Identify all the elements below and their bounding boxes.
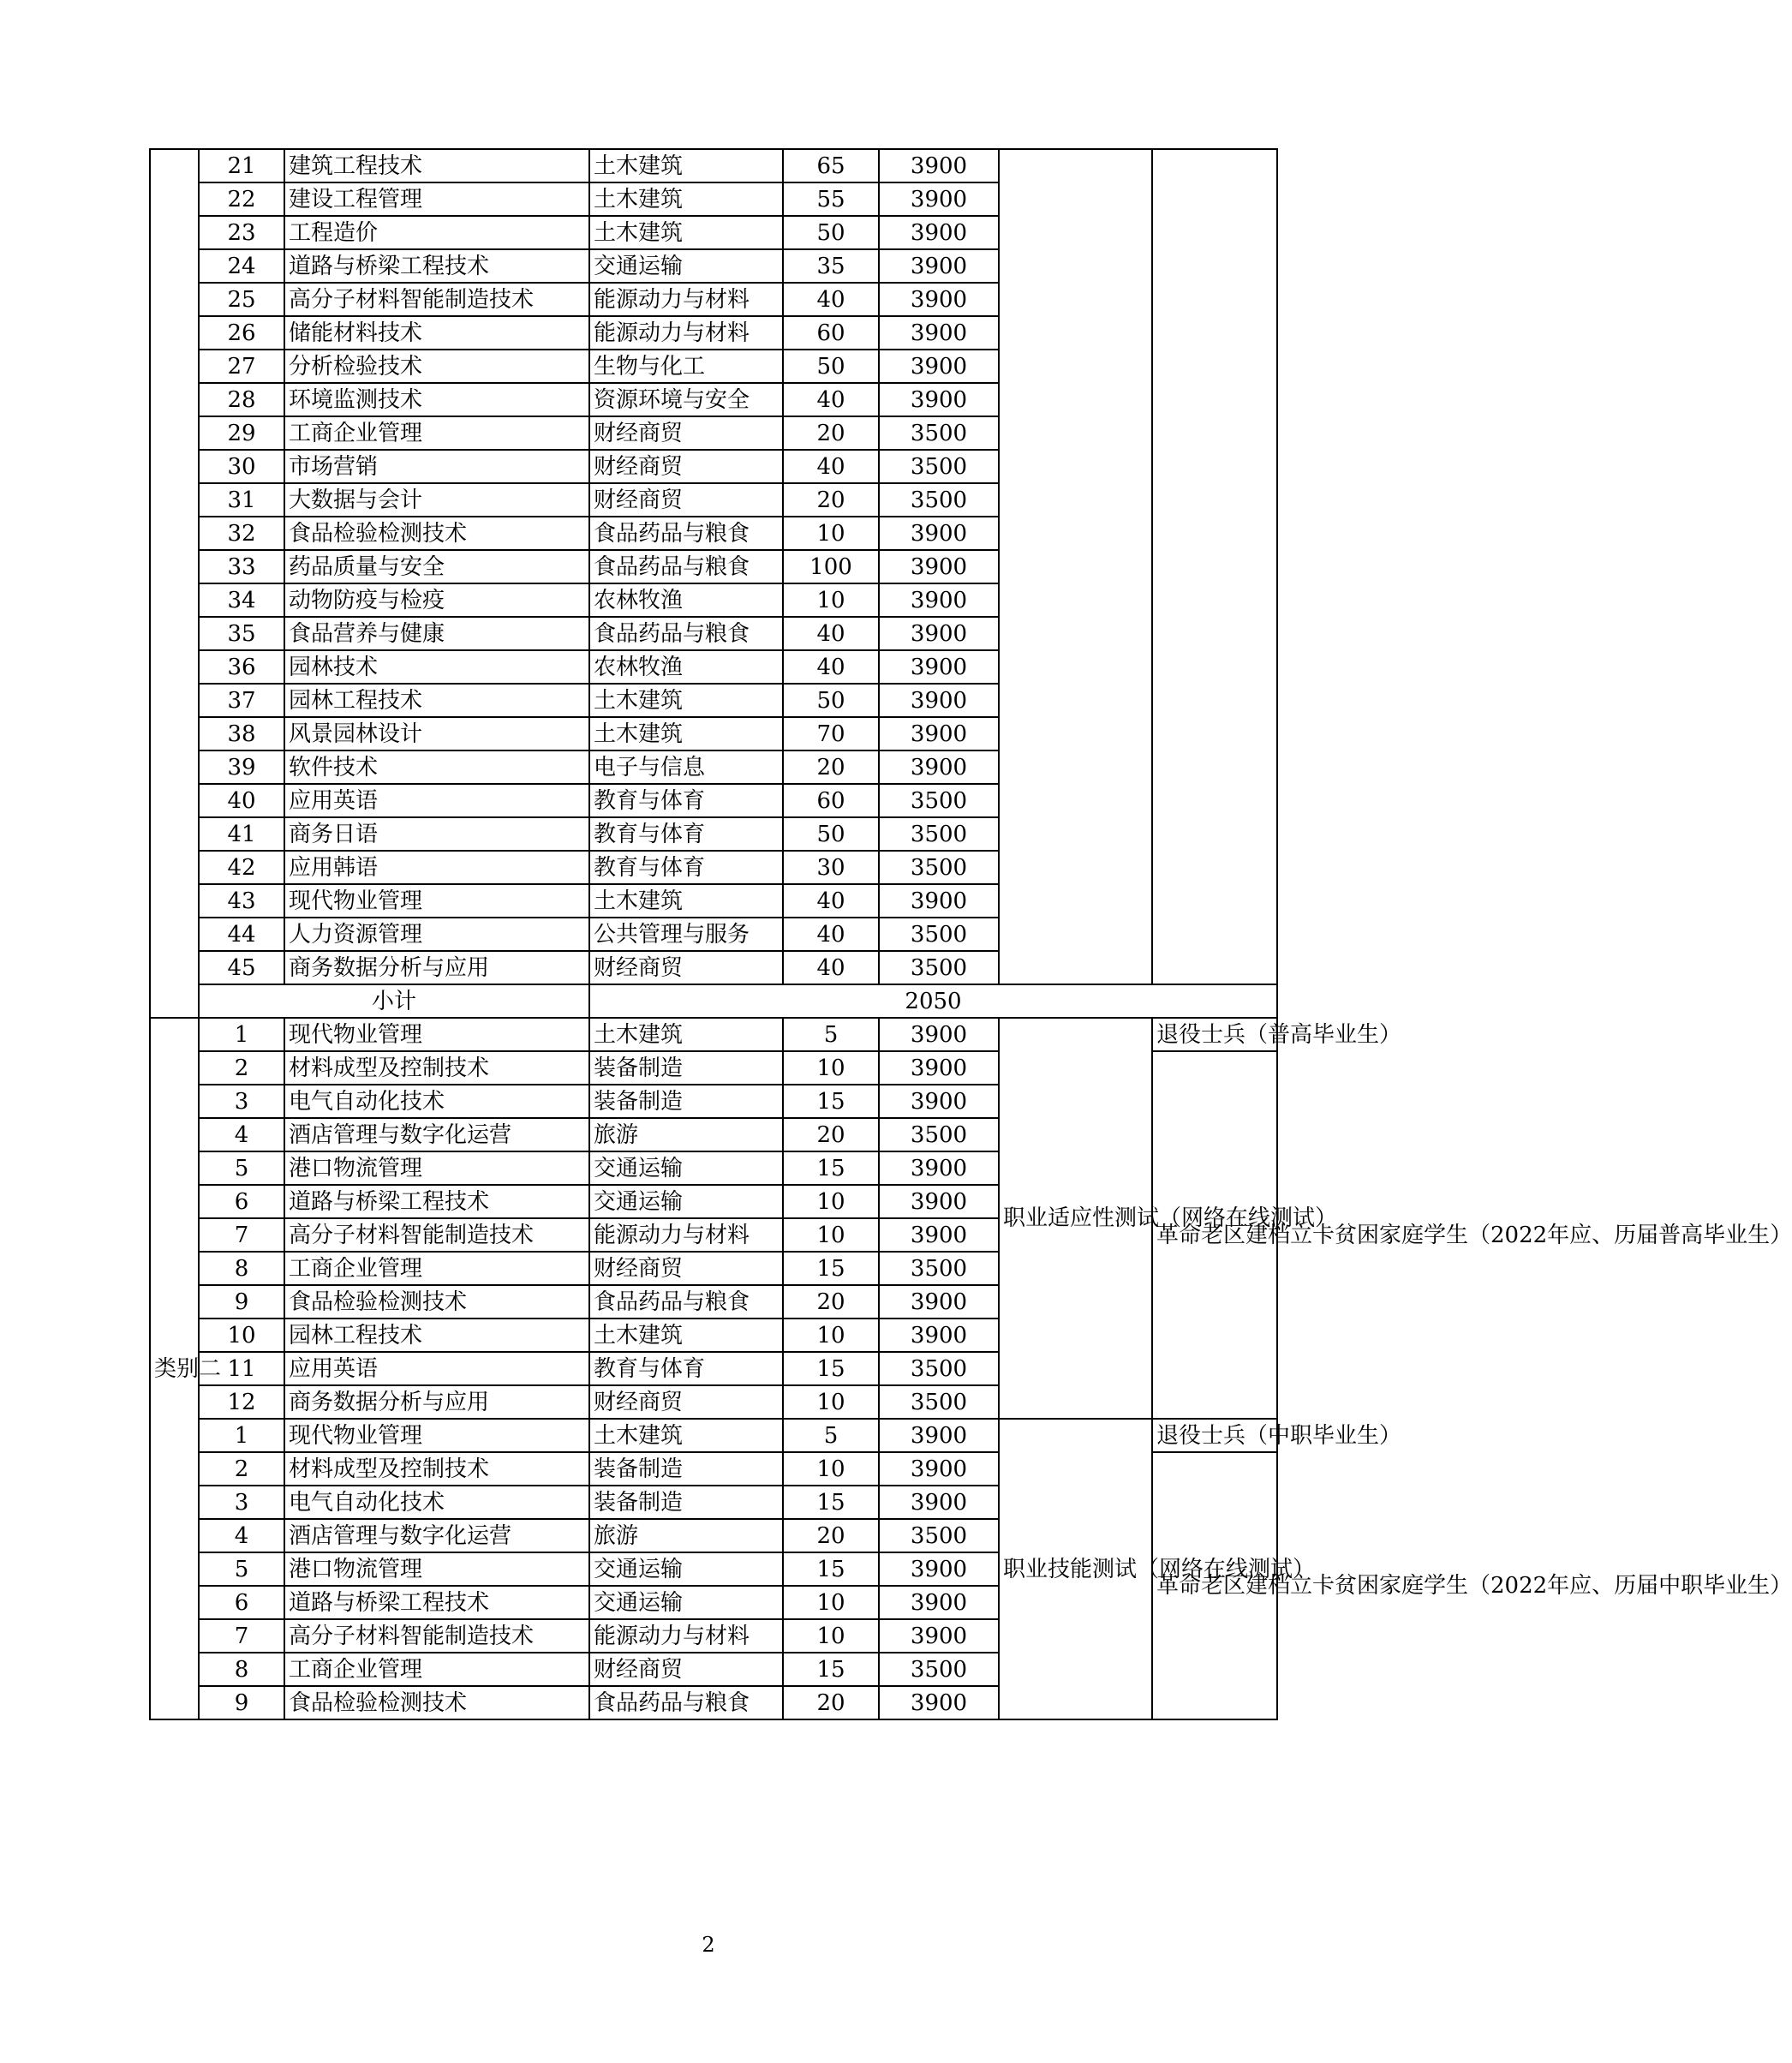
major-name: 港口物流管理 [284, 1552, 589, 1586]
row-number: 32 [199, 517, 284, 550]
enrollment-quota: 40 [783, 951, 879, 984]
enrollment-quota: 10 [783, 1586, 879, 1619]
row-number: 25 [199, 283, 284, 316]
tuition-fee: 3900 [879, 583, 999, 617]
row-number: 37 [199, 684, 284, 717]
enrollment-quota: 20 [783, 1118, 879, 1151]
major-name: 食品检验检测技术 [284, 1285, 589, 1319]
row-number: 23 [199, 216, 284, 249]
enrollment-quota: 40 [783, 884, 879, 918]
tuition-fee: 3900 [879, 350, 999, 383]
row-number: 2 [199, 1452, 284, 1486]
major-category: 土木建筑 [589, 684, 783, 717]
major-name: 分析检验技术 [284, 350, 589, 383]
row-number: 9 [199, 1285, 284, 1319]
row-number: 1 [199, 1419, 284, 1452]
enrollment-quota: 10 [783, 1619, 879, 1653]
major-name: 道路与桥梁工程技术 [284, 249, 589, 283]
enrollment-quota: 20 [783, 1519, 879, 1552]
major-category: 公共管理与服务 [589, 918, 783, 951]
major-category: 资源环境与安全 [589, 383, 783, 416]
row-number: 27 [199, 350, 284, 383]
tuition-fee: 3900 [879, 316, 999, 350]
enrollment-quota: 40 [783, 383, 879, 416]
row-number: 8 [199, 1252, 284, 1285]
subtotal-label: 小计 [199, 984, 589, 1018]
tuition-fee: 3900 [879, 383, 999, 416]
major-category: 装备制造 [589, 1452, 783, 1486]
enrollment-quota: 5 [783, 1419, 879, 1452]
major-category: 农林牧渔 [589, 650, 783, 684]
major-category: 装备制造 [589, 1085, 783, 1118]
major-category: 财经商贸 [589, 1653, 783, 1686]
tuition-fee: 3900 [879, 884, 999, 918]
tuition-fee: 3900 [879, 1085, 999, 1118]
enrollment-quota: 10 [783, 517, 879, 550]
row-number: 4 [199, 1519, 284, 1552]
major-category: 财经商贸 [589, 951, 783, 984]
tuition-fee: 3900 [879, 750, 999, 784]
row-number: 44 [199, 918, 284, 951]
enrollment-quota: 15 [783, 1151, 879, 1185]
tuition-fee: 3900 [879, 283, 999, 316]
major-name: 道路与桥梁工程技术 [284, 1185, 589, 1218]
tuition-fee: 3900 [879, 1151, 999, 1185]
row-number: 39 [199, 750, 284, 784]
tuition-fee: 3500 [879, 1252, 999, 1285]
row-number: 4 [199, 1118, 284, 1151]
major-category: 食品药品与粮食 [589, 617, 783, 650]
major-category: 交通运输 [589, 1552, 783, 1586]
category-cell-continued [150, 149, 199, 1018]
tuition-fee: 3900 [879, 216, 999, 249]
enrollment-quota: 10 [783, 1218, 879, 1252]
major-name: 工商企业管理 [284, 416, 589, 450]
test-method-cell-continued [999, 149, 1152, 984]
enrollment-quota: 5 [783, 1018, 879, 1051]
major-category: 农林牧渔 [589, 583, 783, 617]
row-number: 42 [199, 851, 284, 884]
major-category: 生物与化工 [589, 350, 783, 383]
tuition-fee: 3900 [879, 650, 999, 684]
tuition-fee: 3900 [879, 1619, 999, 1653]
row-number: 22 [199, 182, 284, 216]
tuition-fee: 3900 [879, 1185, 999, 1218]
major-category: 财经商贸 [589, 416, 783, 450]
test-method: 职业技能测试（网络在线测试） [999, 1419, 1152, 1719]
major-name: 动物防疫与检疫 [284, 583, 589, 617]
table-row [150, 1018, 1277, 1051]
category-label: 类别二 [150, 1018, 199, 1719]
enrollment-quota: 70 [783, 717, 879, 750]
row-number: 12 [199, 1385, 284, 1419]
major-name: 环境监测技术 [284, 383, 589, 416]
enrollment-quota: 20 [783, 483, 879, 517]
row-number: 29 [199, 416, 284, 450]
note-veterans: 退役士兵（中职毕业生） [1152, 1419, 1277, 1452]
table-body [150, 149, 1792, 1719]
page-number: 2 [702, 1933, 715, 1957]
major-name: 工程造价 [284, 216, 589, 249]
enrollment-quota: 10 [783, 1319, 879, 1352]
subtotal-value: 2050 [589, 984, 1277, 1018]
row-number: 36 [199, 650, 284, 684]
major-category: 交通运输 [589, 1151, 783, 1185]
major-name: 食品检验检测技术 [284, 517, 589, 550]
enrollment-quota: 10 [783, 1452, 879, 1486]
major-name: 高分子材料智能制造技术 [284, 1619, 589, 1653]
major-category: 财经商贸 [589, 450, 783, 483]
major-name: 药品质量与安全 [284, 550, 589, 583]
major-category: 旅游 [589, 1118, 783, 1151]
row-number: 10 [199, 1319, 284, 1352]
tuition-fee: 3500 [879, 851, 999, 884]
enrollment-quota: 100 [783, 550, 879, 583]
enrollment-quota: 50 [783, 350, 879, 383]
tuition-fee: 3900 [879, 617, 999, 650]
row-number: 26 [199, 316, 284, 350]
enrollment-quota: 10 [783, 1185, 879, 1218]
enrollment-quota: 55 [783, 182, 879, 216]
row-number: 40 [199, 784, 284, 817]
major-name: 工商企业管理 [284, 1252, 589, 1285]
row-number: 34 [199, 583, 284, 617]
major-name: 商务数据分析与应用 [284, 1385, 589, 1419]
major-category: 电子与信息 [589, 750, 783, 784]
major-name: 大数据与会计 [284, 483, 589, 517]
enrollment-quota: 15 [783, 1085, 879, 1118]
tuition-fee: 3500 [879, 1118, 999, 1151]
tuition-fee: 3900 [879, 717, 999, 750]
enrollment-quota: 10 [783, 583, 879, 617]
tuition-fee: 3900 [879, 182, 999, 216]
major-name: 风景园林设计 [284, 717, 589, 750]
tuition-fee: 3900 [879, 1018, 999, 1051]
row-number: 1 [199, 1018, 284, 1051]
major-name: 材料成型及控制技术 [284, 1051, 589, 1085]
enrollment-quota: 60 [783, 784, 879, 817]
enrollment-quota: 15 [783, 1352, 879, 1385]
major-category: 食品药品与粮食 [589, 550, 783, 583]
row-number: 6 [199, 1586, 284, 1619]
row-number: 38 [199, 717, 284, 750]
subtotal-row [150, 984, 1277, 1018]
major-name: 软件技术 [284, 750, 589, 784]
major-name: 应用韩语 [284, 851, 589, 884]
test-method: 职业适应性测试（网络在线测试） [999, 1018, 1152, 1419]
tuition-fee: 3900 [879, 550, 999, 583]
note-poverty-students: 革命老区建档立卡贫困家庭学生（2022年应、历届普高毕业生） [1152, 1051, 1277, 1419]
row-number: 35 [199, 617, 284, 650]
major-name: 电气自动化技术 [284, 1486, 589, 1519]
tuition-fee: 3900 [879, 1319, 999, 1352]
major-category: 装备制造 [589, 1051, 783, 1085]
tuition-fee: 3500 [879, 1352, 999, 1385]
enrollment-quota: 15 [783, 1486, 879, 1519]
tuition-fee: 3900 [879, 1218, 999, 1252]
enrollment-quota: 40 [783, 283, 879, 316]
major-category: 食品药品与粮食 [589, 1285, 783, 1319]
row-number: 5 [199, 1552, 284, 1586]
enrollment-plan-table [149, 148, 1792, 1720]
enrollment-quota: 20 [783, 416, 879, 450]
major-category: 土木建筑 [589, 884, 783, 918]
enrollment-quota: 40 [783, 918, 879, 951]
major-category: 土木建筑 [589, 149, 783, 182]
row-number: 8 [199, 1653, 284, 1686]
major-name: 建筑工程技术 [284, 149, 589, 182]
major-category: 交通运输 [589, 249, 783, 283]
major-category: 财经商贸 [589, 1385, 783, 1419]
major-category: 土木建筑 [589, 182, 783, 216]
major-name: 园林工程技术 [284, 1319, 589, 1352]
major-name: 高分子材料智能制造技术 [284, 283, 589, 316]
major-category: 食品药品与粮食 [589, 1686, 783, 1719]
major-category: 土木建筑 [589, 717, 783, 750]
tuition-fee: 3900 [879, 1552, 999, 1586]
major-category: 教育与体育 [589, 1352, 783, 1385]
row-number: 45 [199, 951, 284, 984]
enrollment-quota: 10 [783, 1051, 879, 1085]
tuition-fee: 3500 [879, 817, 999, 851]
enrollment-quota: 60 [783, 316, 879, 350]
major-category: 交通运输 [589, 1185, 783, 1218]
enrollment-quota: 40 [783, 650, 879, 684]
major-name: 园林工程技术 [284, 684, 589, 717]
note-veterans: 退役士兵（普高毕业生） [1152, 1018, 1277, 1051]
enrollment-quota: 20 [783, 750, 879, 784]
major-name: 现代物业管理 [284, 1419, 589, 1452]
enrollment-quota: 30 [783, 851, 879, 884]
row-number: 3 [199, 1085, 284, 1118]
row-number: 28 [199, 383, 284, 416]
major-name: 材料成型及控制技术 [284, 1452, 589, 1486]
tuition-fee: 3900 [879, 1486, 999, 1519]
enrollment-quota: 65 [783, 149, 879, 182]
major-category: 交通运输 [589, 1586, 783, 1619]
major-category: 土木建筑 [589, 1018, 783, 1051]
tuition-fee: 3500 [879, 450, 999, 483]
row-number: 7 [199, 1619, 284, 1653]
enrollment-quota: 15 [783, 1252, 879, 1285]
major-category: 土木建筑 [589, 1419, 783, 1452]
tuition-fee: 3900 [879, 684, 999, 717]
tuition-fee: 3900 [879, 1285, 999, 1319]
major-name: 应用英语 [284, 1352, 589, 1385]
enrollment-quota: 15 [783, 1552, 879, 1586]
row-number: 24 [199, 249, 284, 283]
row-number: 30 [199, 450, 284, 483]
major-name: 电气自动化技术 [284, 1085, 589, 1118]
table-row [150, 149, 1277, 182]
table-row [150, 1419, 1277, 1452]
major-name: 现代物业管理 [284, 1018, 589, 1051]
tuition-fee: 3900 [879, 249, 999, 283]
enrollment-quota: 10 [783, 1385, 879, 1419]
tuition-fee: 3900 [879, 149, 999, 182]
enrollment-quota: 40 [783, 617, 879, 650]
major-name: 工商企业管理 [284, 1653, 589, 1686]
tuition-fee: 3500 [879, 784, 999, 817]
row-number: 5 [199, 1151, 284, 1185]
major-category: 教育与体育 [589, 851, 783, 884]
major-name: 储能材料技术 [284, 316, 589, 350]
enrollment-quota: 50 [783, 216, 879, 249]
tuition-fee: 3500 [879, 1519, 999, 1552]
major-name: 商务日语 [284, 817, 589, 851]
tuition-fee: 3500 [879, 1385, 999, 1419]
major-category: 能源动力与材料 [589, 316, 783, 350]
major-name: 港口物流管理 [284, 1151, 589, 1185]
major-category: 能源动力与材料 [589, 1619, 783, 1653]
major-name: 建设工程管理 [284, 182, 589, 216]
row-number: 43 [199, 884, 284, 918]
tuition-fee: 3500 [879, 483, 999, 517]
row-number: 41 [199, 817, 284, 851]
row-number: 31 [199, 483, 284, 517]
major-category: 装备制造 [589, 1486, 783, 1519]
major-name: 酒店管理与数字化运营 [284, 1519, 589, 1552]
enrollment-quota: 50 [783, 684, 879, 717]
major-name: 道路与桥梁工程技术 [284, 1586, 589, 1619]
major-category: 旅游 [589, 1519, 783, 1552]
row-number: 33 [199, 550, 284, 583]
major-name: 现代物业管理 [284, 884, 589, 918]
row-number: 9 [199, 1686, 284, 1719]
row-number: 2 [199, 1051, 284, 1085]
major-name: 市场营销 [284, 450, 589, 483]
major-name: 商务数据分析与应用 [284, 951, 589, 984]
tuition-fee: 3900 [879, 1452, 999, 1486]
tuition-fee: 3900 [879, 1586, 999, 1619]
row-number: 3 [199, 1486, 284, 1519]
enrollment-quota: 15 [783, 1653, 879, 1686]
tuition-fee: 3900 [879, 1419, 999, 1452]
major-category: 食品药品与粮食 [589, 517, 783, 550]
row-number: 6 [199, 1185, 284, 1218]
major-category: 土木建筑 [589, 216, 783, 249]
row-number: 21 [199, 149, 284, 182]
major-category: 教育与体育 [589, 784, 783, 817]
major-name: 人力资源管理 [284, 918, 589, 951]
enrollment-quota: 40 [783, 450, 879, 483]
note-poverty-students: 革命老区建档立卡贫困家庭学生（2022年应、历届中职毕业生） [1152, 1452, 1277, 1719]
major-name: 酒店管理与数字化运营 [284, 1118, 589, 1151]
enrollment-quota: 50 [783, 817, 879, 851]
major-name: 园林技术 [284, 650, 589, 684]
tuition-fee: 3500 [879, 416, 999, 450]
major-category: 教育与体育 [589, 817, 783, 851]
enrollment-quota: 35 [783, 249, 879, 283]
tuition-fee: 3900 [879, 1686, 999, 1719]
major-category: 土木建筑 [589, 1319, 783, 1352]
major-name: 应用英语 [284, 784, 589, 817]
enrollment-quota: 20 [783, 1285, 879, 1319]
note-cell-continued [1152, 149, 1277, 984]
tuition-fee: 3500 [879, 918, 999, 951]
enrollment-quota: 20 [783, 1686, 879, 1719]
major-category: 财经商贸 [589, 483, 783, 517]
tuition-fee: 3900 [879, 517, 999, 550]
major-category: 能源动力与材料 [589, 1218, 783, 1252]
tuition-fee: 3500 [879, 951, 999, 984]
major-name: 食品检验检测技术 [284, 1686, 589, 1719]
major-name: 食品营养与健康 [284, 617, 589, 650]
major-name: 高分子材料智能制造技术 [284, 1218, 589, 1252]
major-category: 能源动力与材料 [589, 283, 783, 316]
tuition-fee: 3900 [879, 1051, 999, 1085]
row-number: 7 [199, 1218, 284, 1252]
major-category: 财经商贸 [589, 1252, 783, 1285]
row-number: 11 [199, 1352, 284, 1385]
tuition-fee: 3500 [879, 1653, 999, 1686]
